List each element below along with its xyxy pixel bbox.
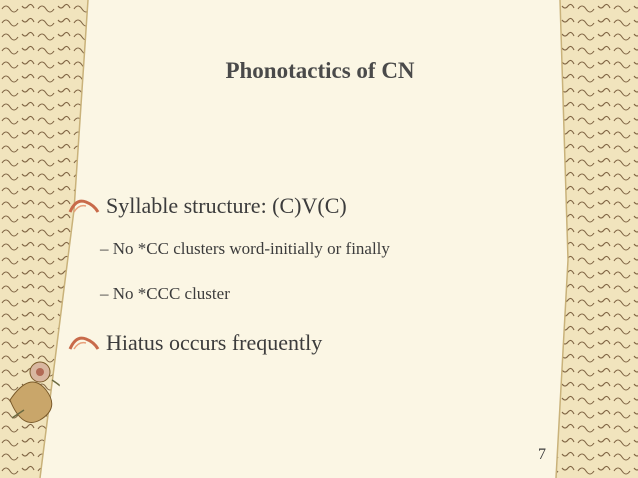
bullet-text: Syllable structure: (C)V(C): [106, 193, 347, 218]
bullet-syllable-structure: [68, 193, 347, 219]
subbullet-ccc-cluster: – No *CCC cluster: [100, 284, 230, 303]
bullet-icon: [68, 333, 100, 353]
page-number: 7: [538, 446, 546, 463]
subbullet-cc-clusters: – No *CC clusters word-initially or finally: [100, 239, 390, 258]
bullet-hiatus: [68, 330, 322, 356]
bullet-icon: [68, 196, 100, 216]
bullet-text: Hiatus occurs frequently: [106, 330, 323, 355]
slide-title: Phonotactics of CN: [225, 58, 415, 83]
